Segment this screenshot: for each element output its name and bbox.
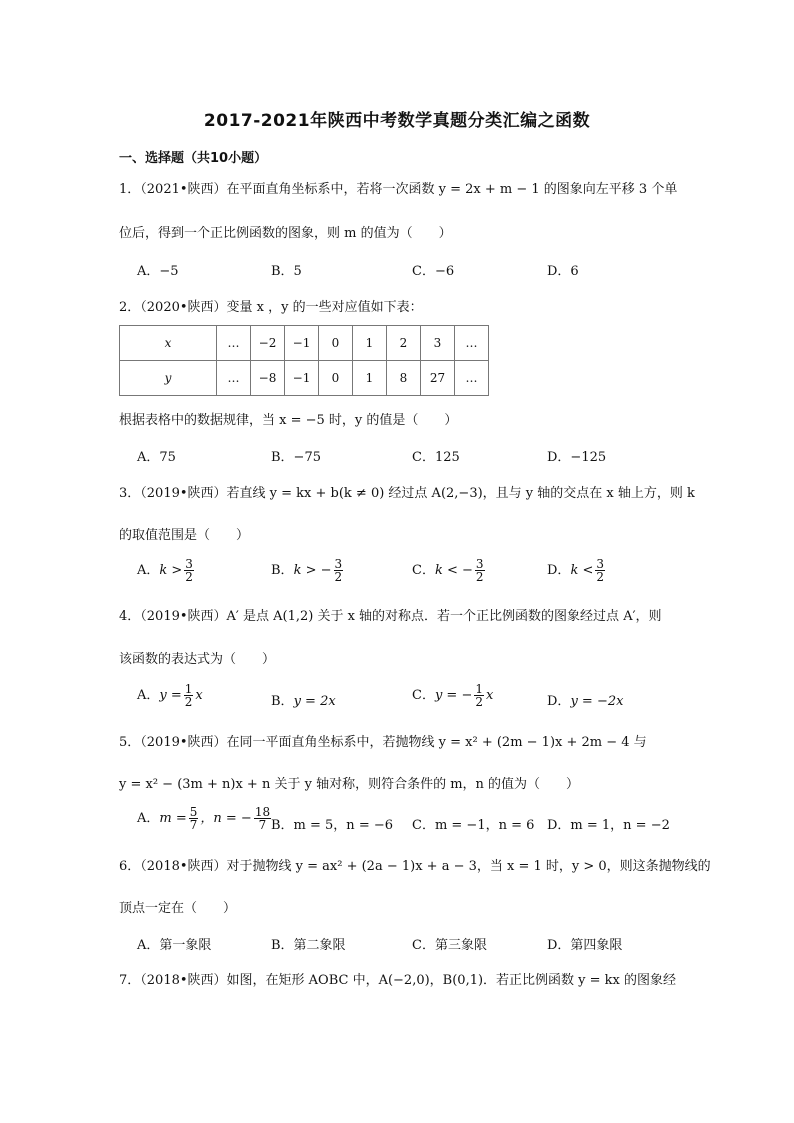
option-label: D． <box>547 694 571 709</box>
q2-option-c: C．125 <box>412 450 460 465</box>
fraction-denominator: 2 <box>475 570 484 584</box>
q2-option-b: B．−75 <box>271 450 321 465</box>
table-cell: 2 <box>387 326 421 361</box>
q4-option-b <box>271 690 336 709</box>
option-label: C． <box>412 688 435 703</box>
q6-option-b: B．第二象限 <box>271 938 346 953</box>
table-cell: −1 <box>285 361 319 396</box>
fraction <box>474 683 484 708</box>
table-header-cell: x <box>120 326 217 361</box>
question-5-line-1: 5．（2019•陕西）在同一平面直角坐标系中，若抛物线 y = x² + (2m − 1)x + 2m − 4 与 <box>119 735 647 750</box>
fraction-numerator: 1 <box>184 682 193 696</box>
option-label: B． <box>271 563 294 578</box>
table-cell: 0 <box>319 326 353 361</box>
fraction <box>184 558 194 583</box>
fraction-numerator: 3 <box>334 557 343 571</box>
option-label: A． <box>137 688 160 703</box>
question-5-line-2: y = x² − (3m + n)x + n 关于 y 轴对称，则符合条件的 m，n 的值为（ ） <box>119 777 580 792</box>
q3-option-d <box>547 558 607 583</box>
table-cell: −2 <box>251 326 285 361</box>
table-cell: … <box>217 326 251 361</box>
table-cell: … <box>455 326 489 361</box>
q1-option-a: A．−5 <box>137 264 179 279</box>
q4-option-c <box>412 683 493 708</box>
question-6-line-2: 顶点一定在（ ） <box>119 901 237 916</box>
fraction-numerator: 3 <box>475 557 484 571</box>
option-label: B． <box>271 694 294 709</box>
q5-option-b: B．m = 5，n = −6 <box>271 818 394 833</box>
table-row <box>120 326 489 361</box>
option-expression-tail: x <box>486 688 494 703</box>
q6-option-a: A．第一象限 <box>137 938 212 953</box>
table-header-cell: y <box>120 361 217 396</box>
fraction-numerator: 18 <box>254 805 271 819</box>
question-3-line-1: 3．（2019•陕西）若直线 y = kx + b(k ≠ 0) 经过点 A(2,−3)，且与 y 轴的交点在 x 轴上方，则 k <box>119 486 695 501</box>
option-expression: y = <box>159 688 182 703</box>
q5-option-c: C．m = −1，n = 6 <box>412 818 535 833</box>
table-cell: 27 <box>421 361 455 396</box>
table-cell: … <box>217 361 251 396</box>
section-heading: 一、选择题（共10小题） <box>119 151 268 166</box>
option-expression: y = 2x <box>293 694 336 709</box>
option-label: C． <box>412 563 435 578</box>
q1-option-b: B．5 <box>271 264 302 279</box>
table-cell: −1 <box>285 326 319 361</box>
q2-option-d: D．−125 <box>547 450 607 465</box>
table-cell: 0 <box>319 361 353 396</box>
table-row <box>120 361 489 396</box>
fraction-numerator: 1 <box>475 682 483 696</box>
table-cell: 1 <box>353 326 387 361</box>
fraction <box>184 683 194 708</box>
option-label: D． <box>547 563 571 578</box>
q4-option-a <box>137 683 203 708</box>
question-1-line-2: 位后，得到一个正比例函数的图象，则 m 的值为（ ） <box>119 226 452 241</box>
value-table <box>119 325 489 396</box>
option-label: A． <box>137 811 160 826</box>
fraction <box>189 806 199 831</box>
option-expression: k > <box>159 563 183 578</box>
fraction-denominator: 2 <box>184 695 193 709</box>
option-expression: ，n = − <box>200 811 252 826</box>
table-cell: −8 <box>251 361 285 396</box>
table-cell: … <box>455 361 489 396</box>
fraction-denominator: 2 <box>596 570 604 584</box>
question-2-line-2: 根据表格中的数据规律，当 x = −5 时，y 的值是（ ） <box>119 413 458 428</box>
q5-option-d: D．m = 1，n = −2 <box>547 818 670 833</box>
fraction-denominator: 2 <box>334 570 343 584</box>
question-3-line-2: 的取值范围是（ ） <box>119 528 250 543</box>
fraction-denominator: 7 <box>189 818 198 832</box>
fraction <box>254 806 271 831</box>
fraction-numerator: 5 <box>189 805 198 819</box>
q5-option-a <box>137 806 273 831</box>
q1-option-c: C．−6 <box>412 264 455 279</box>
fraction-denominator: 7 <box>258 818 267 832</box>
q6-option-c: C．第三象限 <box>412 938 487 953</box>
fraction-numerator: 3 <box>596 557 604 571</box>
question-4-line-1: 4．（2019•陕西）A′ 是点 A(1,2) 关于 x 轴的对称点．若一个正比例函数的图象经过点 A′，则 <box>119 609 662 624</box>
q3-option-a <box>137 558 196 583</box>
fraction-denominator: 2 <box>185 570 193 584</box>
table-cell: 1 <box>353 361 387 396</box>
option-expression: k < − <box>434 563 473 578</box>
option-expression: k < <box>570 563 594 578</box>
option-expression: y = −2x <box>570 694 624 709</box>
question-6-line-1: 6．（2018•陕西）对于抛物线 y = ax² + (2a − 1)x + a − 3，当 x = 1 时，y > 0，则这条抛物线的 <box>119 859 711 874</box>
table-cell: 3 <box>421 326 455 361</box>
option-expression: m = <box>159 811 187 826</box>
q3-option-b <box>271 558 345 583</box>
question-2-line-1: 2．（2020•陕西）变量 x ，y 的一些对应值如下表： <box>119 300 423 315</box>
option-label: A． <box>137 563 160 578</box>
fraction-numerator: 3 <box>185 557 193 571</box>
question-1-line-1: 1．（2021•陕西）在平面直角坐标系中，若将一次函数 y = 2x + m − 1 的图象向左平移 3 个单 <box>119 182 678 197</box>
q6-option-d: D．第四象限 <box>547 938 623 953</box>
q1-option-d: D．6 <box>547 264 579 279</box>
page-title: 2017-2021年陕西中考数学真题分类汇编之函数 <box>203 111 591 131</box>
table-cell: 8 <box>387 361 421 396</box>
question-7-line-1: 7．（2018•陕西）如图，在矩形 AOBC 中，A(−2,0)，B(0,1)．若正比例函数 y = kx 的图象经 <box>119 973 677 988</box>
q3-option-c <box>412 558 487 583</box>
q4-option-d <box>547 690 623 709</box>
option-expression: y = − <box>434 688 473 703</box>
fraction <box>475 558 485 583</box>
fraction <box>334 558 344 583</box>
question-4-line-2: 该函数的表达式为（ ） <box>119 652 276 667</box>
option-expression: k > − <box>293 563 332 578</box>
q2-option-a: A．75 <box>137 450 176 465</box>
fraction-denominator: 2 <box>475 695 483 709</box>
fraction <box>595 558 605 583</box>
option-expression-tail: x <box>195 688 203 703</box>
